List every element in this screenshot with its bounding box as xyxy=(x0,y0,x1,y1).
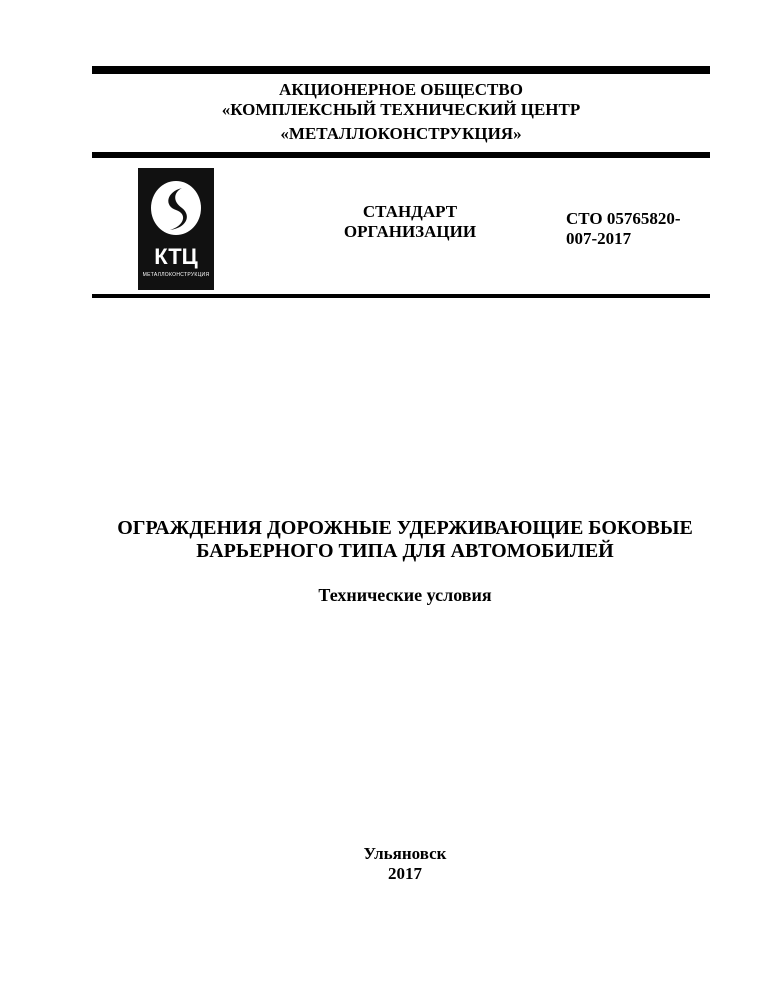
document-subtitle: Технические условия xyxy=(318,585,492,605)
logo-text: КТЦ xyxy=(154,244,198,269)
standard-label-line1: СТАНДАРТ xyxy=(362,202,458,221)
year: 2017 xyxy=(388,864,422,883)
top-rule xyxy=(92,66,710,74)
org-name-line1: АКЦИОНЕРНОЕ ОБЩЕСТВО xyxy=(279,80,523,99)
org-name-line2: «КОМПЛЕКСНЫЙ ТЕХНИЧЕСКИЙ ЦЕНТР xyxy=(221,100,581,119)
standard-code-line1: СТО 05765820- xyxy=(566,209,681,228)
standard-label-line2: ОРГАНИЗАЦИИ xyxy=(343,222,477,241)
middle-rule xyxy=(92,152,710,158)
logo-emblem-icon xyxy=(138,168,214,248)
standard-code-line2: 007-2017 xyxy=(566,229,632,248)
city: Ульяновск xyxy=(363,844,447,863)
company-logo xyxy=(138,168,214,290)
logo-subtext: МЕТАЛЛОКОНСТРУКЦИЯ xyxy=(142,272,210,278)
bottom-rule xyxy=(92,294,710,298)
document-title-line1: ОГРАЖДЕНИЯ ДОРОЖНЫЕ УДЕРЖИВАЮЩИЕ БОКОВЫЕ xyxy=(117,517,693,539)
org-name-line3: «МЕТАЛЛОКОНСТРУКЦИЯ» xyxy=(280,124,522,143)
document-title-line2: БАРЬЕРНОГО ТИПА ДЛЯ АВТОМОБИЛЕЙ xyxy=(196,540,614,562)
